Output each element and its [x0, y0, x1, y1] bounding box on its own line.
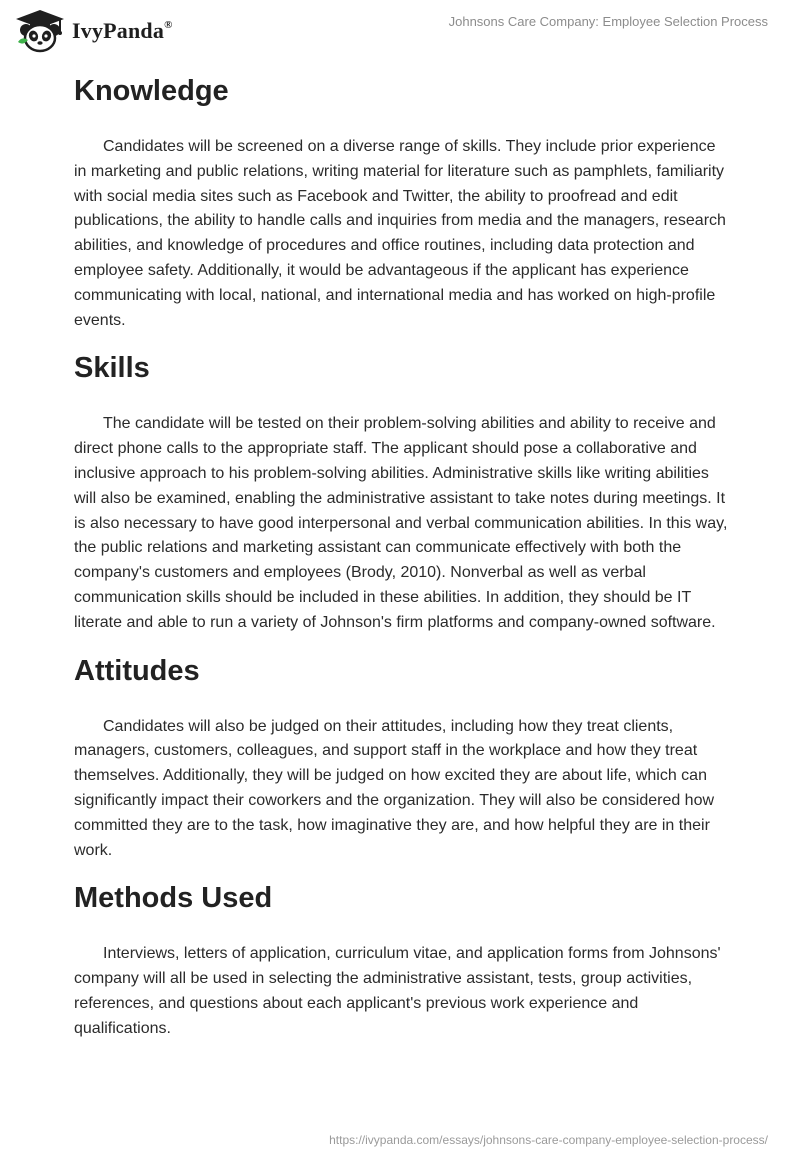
- section-skills: [74, 349, 728, 635]
- section-heading: Knowledge: [74, 75, 229, 107]
- section-heading: Attitudes: [74, 654, 200, 687]
- essay-content: [74, 72, 728, 1042]
- section-paragraph: Interviews, letters of application, curriculum vitae, and application forms from Johnsons' company will all be used in selecting the administrative assistant, tests, group activities, references, and questions about each applicant's previous work experience and qualifications.: [74, 945, 721, 1037]
- registered-mark: ®: [164, 18, 173, 31]
- document-title: Johnsons Care Company: Employee Selection Process: [448, 14, 768, 29]
- section-attitudes: [74, 652, 728, 864]
- brand-name: IvyPanda®: [72, 18, 173, 43]
- section-paragraph: Candidates will be screened on a diverse range of skills. They include prior experience in marketing and public relations, writing material for literature such as pamphlets, familiarity with social media sites such as Facebook and Twitter, the ability to proofread and edit publications, the ability to handle calls and inquiries from media and the managers, research abilities, and knowledge of procedures and office routines, including data protection and employee safety. Additionally, it would be advantageous if the applicant has experience communicating with local, national, and international media and has worked on high-profile events.: [74, 138, 726, 329]
- page-header: [0, 0, 800, 64]
- section-paragraph: The candidate will be tested on their problem-solving abilities and ability to receive and direct phone calls to the appropriate staff. The applicant should pose a collaborative and inclusive approach to his problem-solving abilities. Administrative skills like writing abilities will also be examined, enabling the administrative assistant to take notes during meetings. It is also necessary to have good interpersonal and verbal communication abilities. In this way, the public relations and marketing assistant can communicate effectively with both the company's customers and employees (Brody, 2010). Nonverbal as well as verbal communication skills should be included in these abilities. In addition, they should be IT literate and able to run a variety of Johnson's firm platforms and company-owned software.: [74, 415, 728, 631]
- section-heading: Methods Used: [74, 882, 273, 915]
- section-knowledge: [74, 72, 728, 333]
- section-heading: Skills: [74, 352, 150, 385]
- section-methods-used: [74, 879, 728, 1041]
- section-paragraph: Candidates will also be judged on their attitudes, including how they treat clients, managers, customers, colleagues, and support staff in the workplace and how they treat themselves. Additionally, they will be judged on how excited they are about life, which can significantly impact their coworkers and the organization. They will also be considered how committed they are to the task, how imaginative they are, and how helpful they are in their work.: [74, 717, 715, 859]
- panda-graduation-cap-icon: [14, 8, 66, 54]
- source-url-link[interactable]: https://ivypanda.com/essays/johnsons-care-company-employee-selection-process/: [329, 1133, 768, 1147]
- ivypanda-logo[interactable]: [14, 8, 173, 54]
